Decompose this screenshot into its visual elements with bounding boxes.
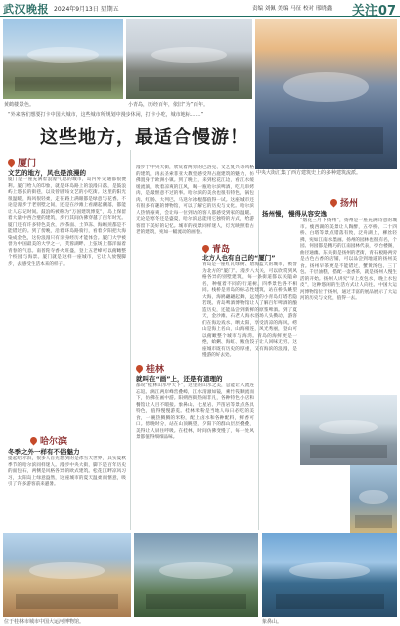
photo-canal-museum (3, 533, 131, 617)
photo-harbin-street (255, 19, 397, 169)
section-subtitle: 冬季之外一样有不俗魅力 (8, 448, 80, 456)
photo-yangzhou-pagoda (350, 465, 397, 535)
photo-caption: 中央大街汇集了西方建筑史上的多种建筑流派。 (256, 170, 362, 176)
location-pin-icon (7, 158, 17, 168)
section-title: 哈尔滨 (40, 437, 68, 447)
article-body-guilin: 都说“桂林山水甲天下”，这里的山水之美，总能让人流连忘返。漓江两岸峰峦叠嶂，江水清澈如镜，乘竹筏顺流而下，仿佛在画中游。阳朔西街热闹非凡，各种特色小店和餐馆让人目不暇接。象鼻山、七星岩、芦笛岩等景点各具特色，值得慢慢游览。桂林米粉是当地人每日必吃的美食，一碗热腾腾的米粉，配上卤水和各种配料，鲜香可口。傍晚时分，站在山顶眺望，夕阳下的群山层层叠叠，美得让人屏住呼吸。在桂林，时间仿佛变慢了，每一处风景都值得细细品味。 (136, 383, 254, 440)
masthead (0, 0, 400, 17)
section-subtitle: 文艺的地方，风也是浪漫的 (8, 169, 86, 177)
photo-caption: 小青岛，历经百年，依旧“为”百年。 (128, 102, 209, 108)
section-title: 桂林 (146, 365, 165, 375)
section-title: 扬州 (340, 199, 359, 209)
section-name: 关注07 (351, 4, 396, 19)
article-body-qingdao: 青岛是一座红瓦绿树、碧海蓝天的城市，被誉为北方的“厦门”。漫步八大关，可以欣赏到风格各异的别墅建筑，每一条街道都以关隘命名，种植着不同的行道树，四季景色各不相同。栈桥是青岛的标志性建筑，站在桥头眺望大海，海鸥翩翩起舞，远处的小青岛灯塔若隐若现。青岛啤酒博物馆让人了解百年啤酒的酿造历史，还能品尝到新鲜的原浆啤酒。到了夏天，金沙滩、石老人海水浴场人头攒动，游客们在海边戏水、晒太阳，享受清凉的海风。崂山是海上名山，山海相连，风光秀丽，登山可以俯瞰整个城市与海湾。青岛的海鲜更是一绝，蛤蜊、海虹、鲅鱼饺子让人回味无穷。这座城市既有历史的厚重，又有海滨的浪漫，是慢游的好去处。 (202, 262, 297, 358)
article-body-xiamen: 厦门是一座充满着浪漫气息的城市，岛内外交通都很便利。厦门给人的印象，就是环岛路上的浪漫日落，是鼓浪屿上悠长的街巷，以及曾厝垵文艺的小吃街。这里的阳光很温暖，海风很轻柔，走在路上满眼都是绿意与花香。不论是漫步于老别墅之间，还是在沙滩上看潮起潮落，都能让人忘记时间。鼓浪屿被称为“万国建筑博览”，岛上保留着大量中西合璧的建筑，步行其间仿佛穿越了百年时光。厦门还有许多特色美食，沙茶面、土笋冻、海蛎煎都是不能错过的。到了傍晚，沿着环岛路骑行，看着夕阳把大海染成金色，这份浪漫只有亲身经历才能体会。厦门大学被誉为中国最美的大学之一，芙蓉湖畔、上弦场上都洋溢着青春的气息。南普陀寺香火旺盛，登上五老峰可以俯瞰整个校园与海景。厦门就是这样一座城市，它让人放慢脚步，去感受生活本来的样子。 (8, 177, 126, 267)
photo-caption: 象鼻山。 (262, 619, 283, 625)
section-head-yangzhou (330, 196, 358, 209)
section-title: 厦门 (18, 159, 37, 169)
location-pin-icon (329, 198, 339, 208)
section-head-harbin (30, 434, 67, 447)
article-body-yangzhou: “烟花三月下扬州”，扬州是一座充满诗意的城市。瘦西湖的美景让人陶醉，五亭桥、二十四桥、白塔等景点错落有致，泛舟湖上，柳丝轻拂，宛如江南水墨画。扬州的园林也很有名，个园、何园都是精巧的江南园林代表，亭台楼阁，曲径通幽。东关街是扬州的老街，青石板路两旁是古色古香的店铺，可以品尝到地道的扬州美食。扬州早茶更是不能错过，蟹黄汤包、三丁包、千层油糕，搭配一壶香茶，就是扬州人慢生活的开始。扬州人讲究“早上皮包水，晚上水包皮”，这种悠闲的生活方式让人向往。中国大运河博物馆位于扬州，通过丰富的展品展示了大运河的历史与文化，值得一去。 (300, 218, 397, 301)
photo-caption: 黄鹤楼景色。 (4, 102, 35, 108)
lead-paragraph: “外来客们想要打卡中国大城市，这些城市所规划中漫步休闲，打卡小吃，城市地标……” (8, 112, 204, 118)
staff-credits: 责编 刘佩 美编 马征 校对 邢晓鑫 (252, 6, 333, 12)
photo-yellow-crane-tower (3, 19, 123, 99)
location-pin-icon (135, 364, 145, 374)
newspaper-logo: 武汉晚报 (3, 3, 49, 16)
article-body-harbin: 提起哈尔滨，很多人首先想到的是冰雪大世界，其实夏秋季节的哈尔滨同样迷人。漫步中央大街，脚下是百年历史的面包石，两侧是风格各异的欧式建筑。松花江畔凉风习习，太阳岛上绿意盎然，这座城市的夏天温柔而惬意，吸引了许多游客前来避暑。 (8, 456, 126, 487)
photo-yangzhou-garden (300, 395, 397, 465)
section-subtitle: 北方人也有自己的“厦门” (202, 254, 276, 262)
issue-date: 2024年9月13日 星期五 (54, 6, 119, 13)
column-divider (130, 150, 131, 530)
photo-elephant-trunk-hill (262, 533, 397, 617)
location-pin-icon (201, 244, 211, 254)
photo-qingdao-island (126, 19, 252, 99)
section-subtitle: 扬州慢，慢得从容安逸 (262, 210, 327, 218)
page-headline: 这些地方，最适合慢游！ (40, 127, 249, 148)
photo-guilin-landscape (134, 533, 258, 617)
section-subtitle: 就叫在“画”上，还是有道理的 (136, 375, 223, 383)
photo-caption: 位于桂林市城市中国大运河博物馆。 (4, 619, 85, 625)
article-body-continued: 漫步于中央大街，欣赏着两旁的巴洛克、文艺复兴等风格的建筑，再去圣索菲亚大教堂感受拜占庭建筑的魅力，仿佛置身于欧洲小镇。到了晚上，来到松花江边，看江水缓缓流淌，吹着凉爽的江风，喝一瓶哈尔滨啤酒，吃几串烤肉，是最惬意不过的事。哈尔滨的美食也很有特色，锅包肉、红肠、大列巴、马迭尔冰棍都值得一试。这座城市还有很多有趣的博物馆，可以了解它的历史与文化。哈尔滨人热情豪爽，会让每一位到访的客人都感受到家的温暖。无论是寒冬还是盛夏，哈尔滨总能用它独特的方式，给游客留下美好的记忆。城市的夜景同样迷人，灯光映照着古老的建筑，宛如一幅流动的画卷。 (136, 165, 254, 235)
location-pin-icon (29, 436, 39, 446)
section-title: 青岛 (212, 245, 231, 255)
